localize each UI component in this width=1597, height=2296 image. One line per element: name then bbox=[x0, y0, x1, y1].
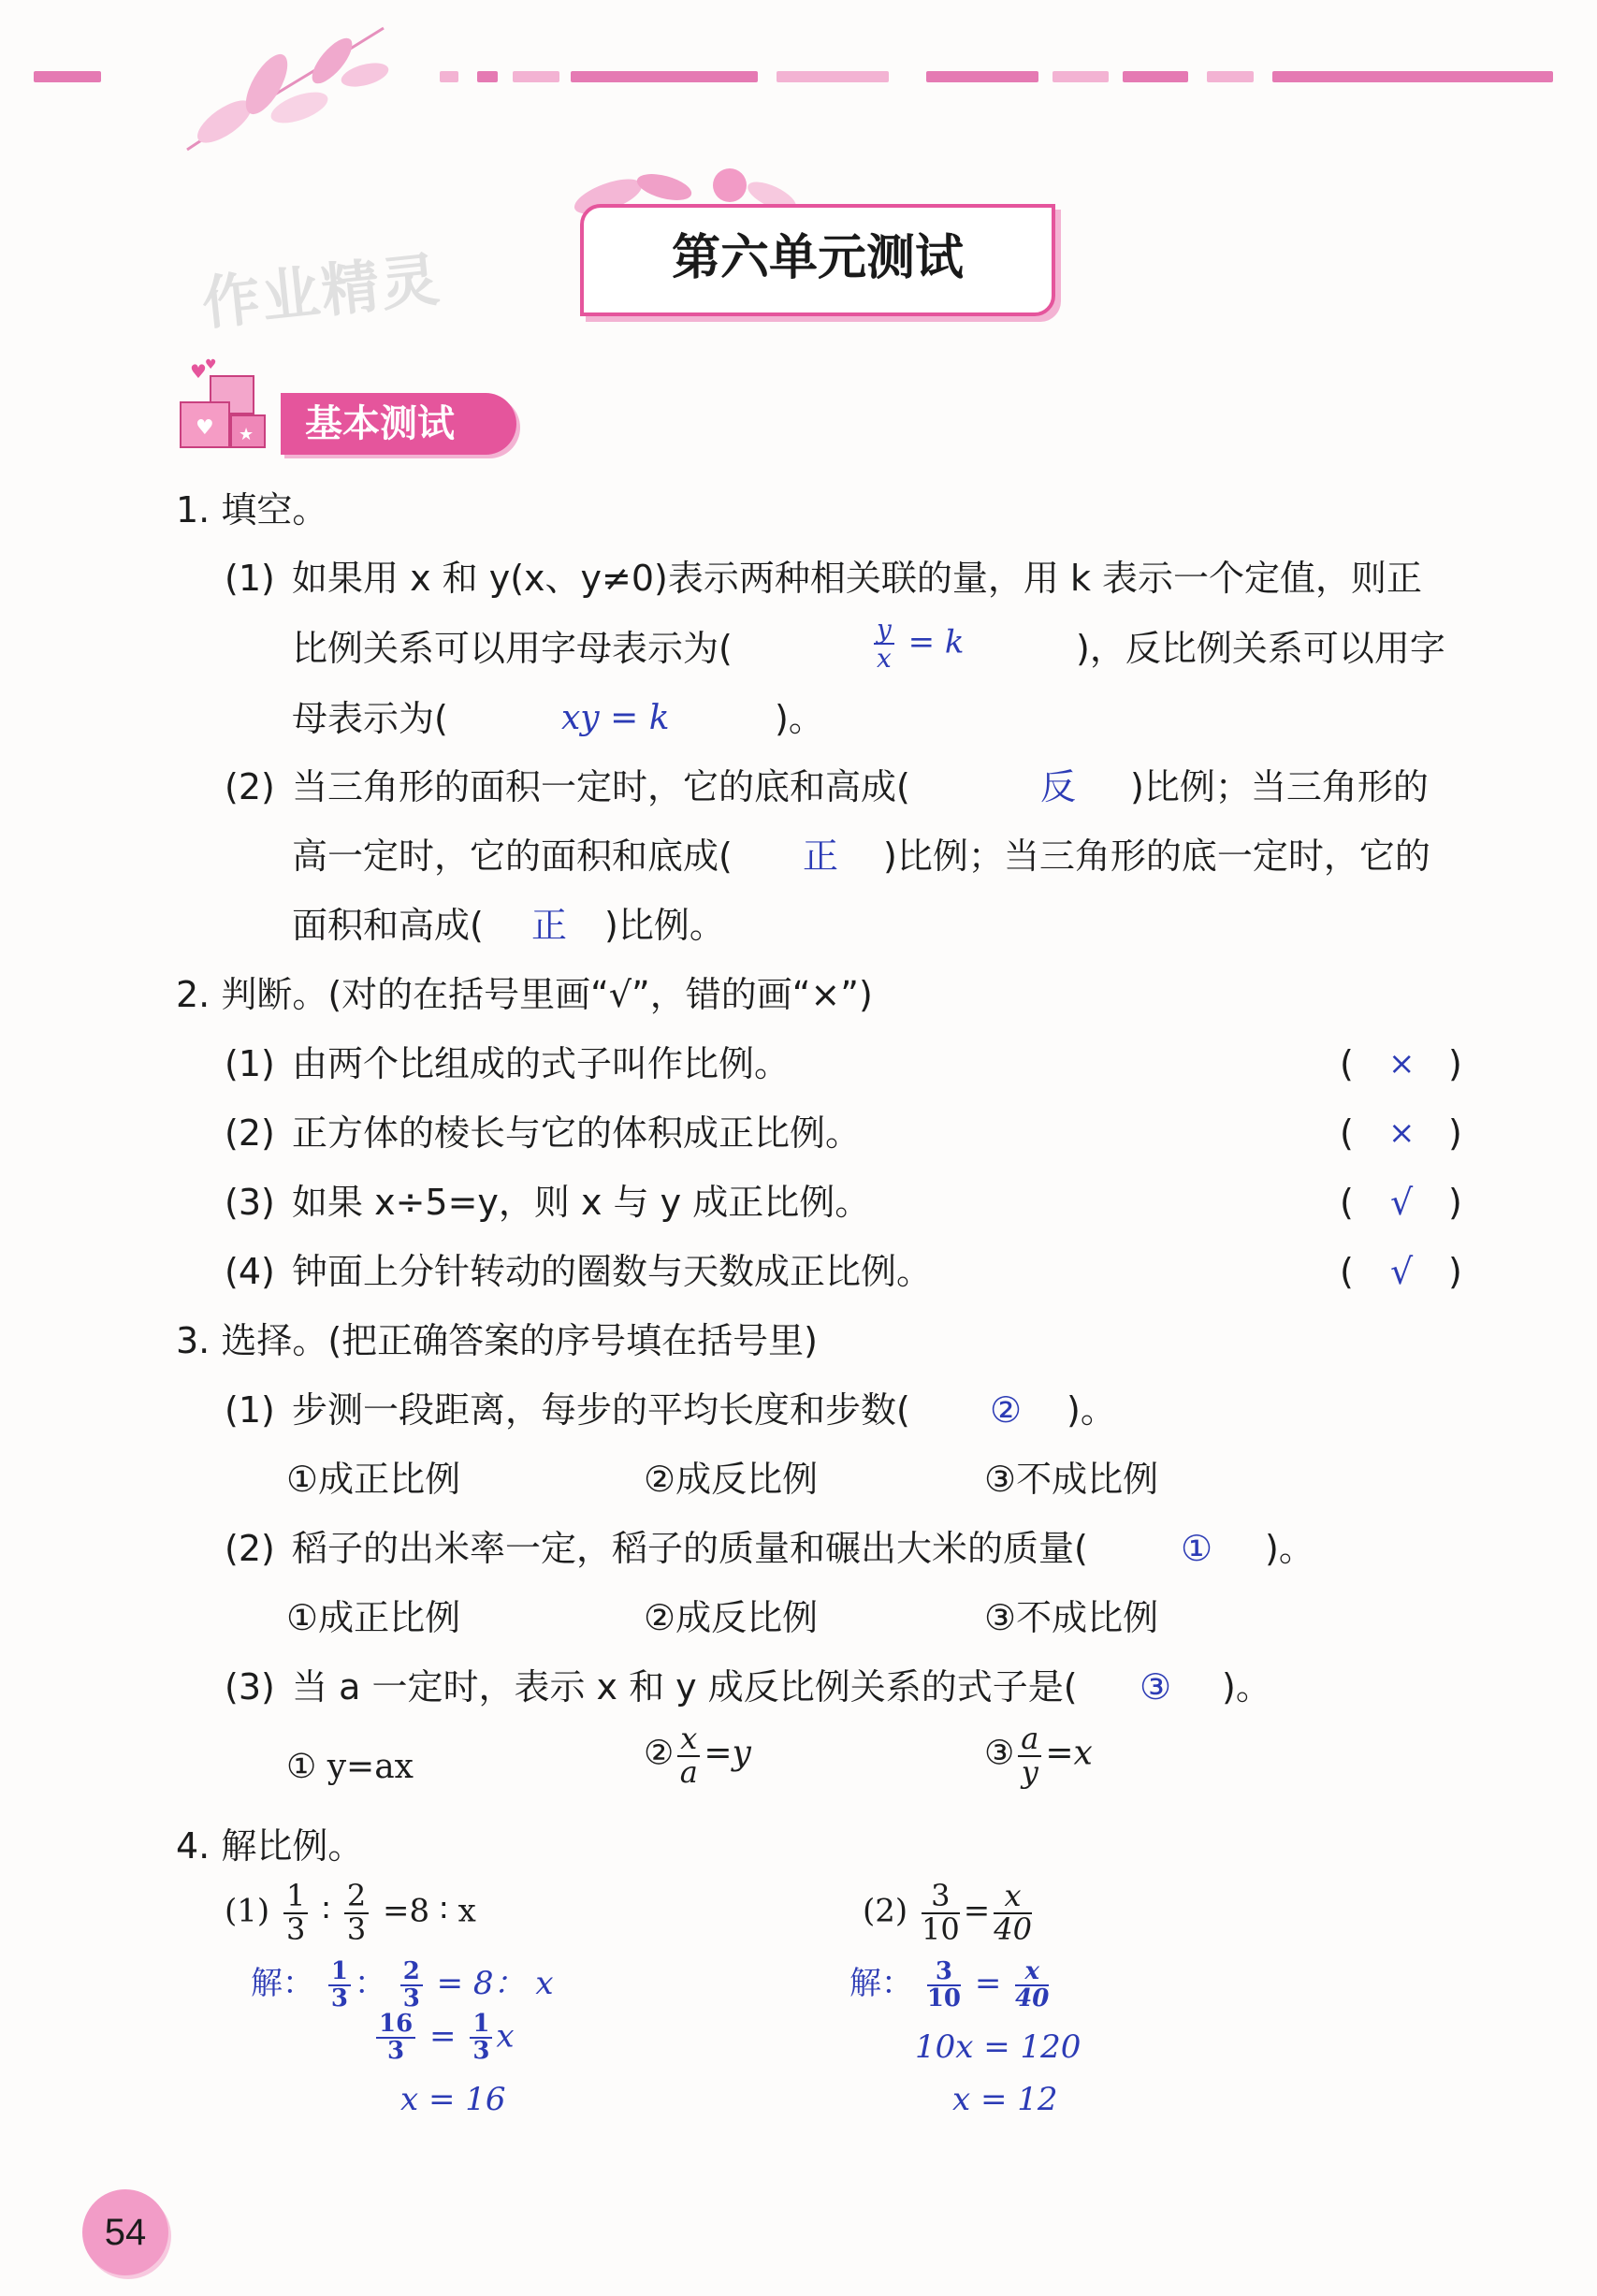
solution-rest: x bbox=[496, 2017, 515, 2056]
question-1-title: 1. 填空。 bbox=[176, 489, 328, 530]
solution-fraction bbox=[1015, 1956, 1050, 2013]
fraction-denominator: 40 bbox=[1015, 1984, 1050, 2013]
section-label: 基本测试 bbox=[305, 402, 455, 445]
q2-item-answer: × bbox=[1388, 1114, 1416, 1152]
solution-label: 解： bbox=[251, 1965, 314, 2002]
q3-part2-option: ②成反比例 bbox=[644, 1597, 819, 1638]
q2-item-answer: √ bbox=[1390, 1182, 1414, 1223]
solution-fraction bbox=[400, 1956, 423, 2013]
q1-part1-answer1 bbox=[870, 616, 965, 673]
svg-text:★: ★ bbox=[239, 425, 254, 444]
equals-sign: = bbox=[963, 1892, 991, 1930]
fraction-denominator: 3 bbox=[330, 1984, 348, 2013]
q1-part1-line2-pre: 比例关系可以用字母表示为( bbox=[292, 628, 733, 669]
q3-part3-number: (3) bbox=[225, 1666, 275, 1707]
option-label: ③ bbox=[984, 1734, 1015, 1773]
q1-part2-line2-pre: 高一定时，它的面积和底成( bbox=[292, 836, 733, 877]
fraction-numerator: y bbox=[874, 616, 894, 645]
question-2-title: 2. 判断。(对的在括号里画“√”，错的画“×”) bbox=[176, 974, 873, 1015]
q2-item-text: 如果 x÷5=y，则 x 与 y 成正比例。 bbox=[292, 1182, 871, 1223]
q1-part2-line1-pre: 当三角形的面积一定时，它的底和高成( bbox=[292, 766, 910, 807]
q2-open-paren: ( bbox=[1340, 1182, 1354, 1223]
fraction-numerator: 1 bbox=[470, 2012, 492, 2039]
q1-part1-line1: 如果用 x 和 y(x、y≠0)表示两种相关联的量，用 k 表示一个定值，则正 bbox=[292, 558, 1423, 599]
fraction-denominator: x bbox=[877, 643, 892, 675]
q2-close-paren: ) bbox=[1448, 1112, 1462, 1154]
section-label-bg bbox=[281, 393, 516, 455]
q3-part2-option: ③不成比例 bbox=[984, 1597, 1159, 1638]
q3-part1-text-post: )。 bbox=[1067, 1389, 1116, 1431]
problem-fraction bbox=[344, 1878, 369, 1947]
q3-part3-option-1: ① y=ax bbox=[286, 1748, 414, 1786]
q3-part2-answer: ① bbox=[1181, 1528, 1213, 1569]
fraction-denominator: y bbox=[1021, 1753, 1038, 1790]
gift-cube-icon bbox=[173, 356, 276, 458]
fraction-numerator: 16 bbox=[376, 2012, 415, 2039]
problem-fraction bbox=[921, 1878, 960, 1947]
fraction-denominator: a bbox=[679, 1753, 698, 1790]
problem-fraction bbox=[283, 1878, 308, 1947]
leaf-decoration-icon bbox=[168, 19, 393, 159]
fraction-numerator: a bbox=[1018, 1723, 1041, 1757]
page-number: 54 bbox=[104, 2212, 147, 2253]
q1-part1-line2-post: )，反比例关系可以用字 bbox=[1076, 628, 1445, 669]
solution-fraction bbox=[328, 1956, 351, 2013]
option-fraction bbox=[1018, 1723, 1041, 1788]
svg-text:♥: ♥ bbox=[190, 360, 207, 383]
watermark-text: 作业精灵 bbox=[198, 244, 444, 339]
q3-part2-text-post: )。 bbox=[1265, 1528, 1314, 1569]
q1-part2-line3-post: )比例。 bbox=[604, 905, 725, 946]
answer-rest: = k bbox=[907, 623, 965, 661]
q4-part2-problem bbox=[863, 1878, 1036, 1947]
colon: ： bbox=[354, 1965, 386, 2002]
fraction-numerator: 3 bbox=[922, 1881, 960, 1914]
q1-part1-number: (1) bbox=[225, 558, 275, 599]
q2-open-paren: ( bbox=[1340, 1112, 1354, 1154]
solution-rest: = 8： x bbox=[436, 1965, 554, 2002]
q3-part1-text: 步测一段距离，每步的平均长度和步数( bbox=[292, 1389, 910, 1431]
answer-fraction bbox=[874, 616, 894, 673]
q4-part2-solution-step1 bbox=[849, 1957, 1053, 2012]
problem-rest: =8 ∶ x bbox=[383, 1892, 476, 1930]
q4-part1-solution-step3: x = 16 bbox=[400, 2081, 506, 2118]
q3-part3-text-post: )。 bbox=[1222, 1666, 1271, 1707]
colon: ∶ bbox=[322, 1892, 331, 1930]
fraction-denominator: 3 bbox=[387, 2037, 405, 2066]
q1-part2-answer2: 正 bbox=[803, 836, 839, 877]
q1-part2-line3-pre: 面积和高成( bbox=[292, 905, 484, 946]
option-fraction bbox=[677, 1723, 700, 1788]
fraction-numerator: 1 bbox=[328, 1959, 351, 1986]
q1-part1-answer2: xy = k bbox=[561, 699, 670, 737]
equals-sign: = bbox=[429, 2017, 457, 2056]
q2-item-number: (3) bbox=[225, 1182, 275, 1223]
equals-sign: = bbox=[974, 1965, 1002, 2002]
q4-part1-number: (1) bbox=[225, 1892, 270, 1930]
fraction-numerator: 2 bbox=[344, 1881, 369, 1914]
q1-part2-answer3: 正 bbox=[531, 905, 568, 946]
q3-part3-option-3 bbox=[984, 1723, 1093, 1788]
problem-fraction bbox=[994, 1878, 1032, 1947]
q2-item-text: 由两个比组成的式子叫作比例。 bbox=[292, 1043, 791, 1084]
q1-part2-line1-post: )比例；当三角形的 bbox=[1130, 766, 1429, 807]
q3-part2-option: ①成正比例 bbox=[286, 1597, 461, 1638]
fraction-denominator: 40 bbox=[994, 1911, 1032, 1947]
svg-text:♥: ♥ bbox=[196, 416, 214, 440]
q1-part2-answer1: 反 bbox=[1040, 766, 1077, 807]
q2-open-paren: ( bbox=[1340, 1251, 1354, 1292]
unit-title: 第六单元测试 bbox=[671, 229, 964, 286]
q2-close-paren: ) bbox=[1448, 1251, 1462, 1292]
q3-part1-option: ②成反比例 bbox=[644, 1459, 819, 1500]
option-label: ② bbox=[644, 1734, 675, 1773]
q3-part1-answer: ② bbox=[990, 1389, 1023, 1431]
q2-item-number: (2) bbox=[225, 1112, 275, 1154]
fraction-numerator: x bbox=[994, 1881, 1032, 1914]
q1-part1-line3-pre: 母表示为( bbox=[292, 698, 448, 739]
q4-part2-solution-step2: 10x = 120 bbox=[915, 2028, 1082, 2066]
question-4-title: 4. 解比例。 bbox=[176, 1825, 364, 1867]
q2-item-number: (4) bbox=[225, 1251, 275, 1292]
solution-fraction bbox=[926, 1956, 961, 2013]
q2-close-paren: ) bbox=[1448, 1043, 1462, 1084]
q4-part1-problem bbox=[225, 1878, 476, 1947]
q2-item-text: 钟面上分针转动的圈数与天数成正比例。 bbox=[292, 1251, 933, 1292]
q2-item-answer: × bbox=[1388, 1045, 1416, 1083]
q3-part1-number: (1) bbox=[225, 1389, 275, 1431]
q3-part3-answer: ③ bbox=[1140, 1666, 1172, 1707]
solution-label: 解： bbox=[849, 1965, 913, 2002]
q3-part1-option: ①成正比例 bbox=[286, 1459, 461, 1500]
q4-part1-solution-step2 bbox=[372, 2012, 515, 2065]
fraction-numerator: 3 bbox=[927, 1959, 961, 1986]
fraction-denominator: 3 bbox=[346, 1911, 367, 1947]
question-3-title: 3. 选择。(把正确答案的序号填在括号里) bbox=[176, 1320, 818, 1361]
page-number-badge bbox=[82, 2189, 168, 2275]
fraction-denominator: 10 bbox=[926, 1984, 961, 2013]
q4-part2-number: (2) bbox=[863, 1892, 908, 1930]
q3-part2-text: 稻子的出米率一定，稻子的质量和碾出大米的质量( bbox=[292, 1528, 1088, 1569]
q2-close-paren: ) bbox=[1448, 1182, 1462, 1223]
fraction-numerator: 2 bbox=[400, 1959, 423, 1986]
unit-title-box bbox=[580, 204, 1055, 316]
fraction-denominator: 10 bbox=[921, 1911, 960, 1947]
option-rest: =y bbox=[704, 1734, 751, 1773]
q1-part2-number: (2) bbox=[225, 766, 275, 807]
q4-part2-solution-step3: x = 12 bbox=[952, 2081, 1058, 2118]
fraction-denominator: 3 bbox=[472, 2037, 490, 2066]
q1-part1-line3-post: )。 bbox=[775, 698, 824, 739]
solution-fraction bbox=[376, 2012, 415, 2065]
q2-item-text: 正方体的棱长与它的体积成正比例。 bbox=[292, 1112, 862, 1154]
svg-text:♥: ♥ bbox=[205, 357, 217, 372]
solution-fraction bbox=[470, 2012, 492, 2065]
q2-item-answer: √ bbox=[1390, 1251, 1414, 1292]
q3-part1-option: ③不成比例 bbox=[984, 1459, 1159, 1500]
q3-part3-text: 当 a 一定时，表示 x 和 y 成反比例关系的式子是( bbox=[292, 1666, 1078, 1707]
fraction-denominator: 3 bbox=[285, 1911, 306, 1947]
fraction-numerator: x bbox=[1015, 1959, 1049, 1986]
fraction-numerator: 1 bbox=[283, 1881, 308, 1914]
fraction-denominator: 3 bbox=[402, 1984, 420, 2013]
option-rest: =x bbox=[1045, 1734, 1093, 1773]
q2-open-paren: ( bbox=[1340, 1043, 1354, 1084]
q4-part1-solution-step1 bbox=[251, 1957, 554, 2012]
q3-part2-number: (2) bbox=[225, 1528, 275, 1569]
q1-part2-line2-post: )比例；当三角形的底一定时，它的 bbox=[883, 836, 1430, 877]
q3-part3-option-2 bbox=[644, 1723, 751, 1788]
fraction-numerator: x bbox=[677, 1723, 700, 1757]
q2-item-number: (1) bbox=[225, 1043, 275, 1084]
